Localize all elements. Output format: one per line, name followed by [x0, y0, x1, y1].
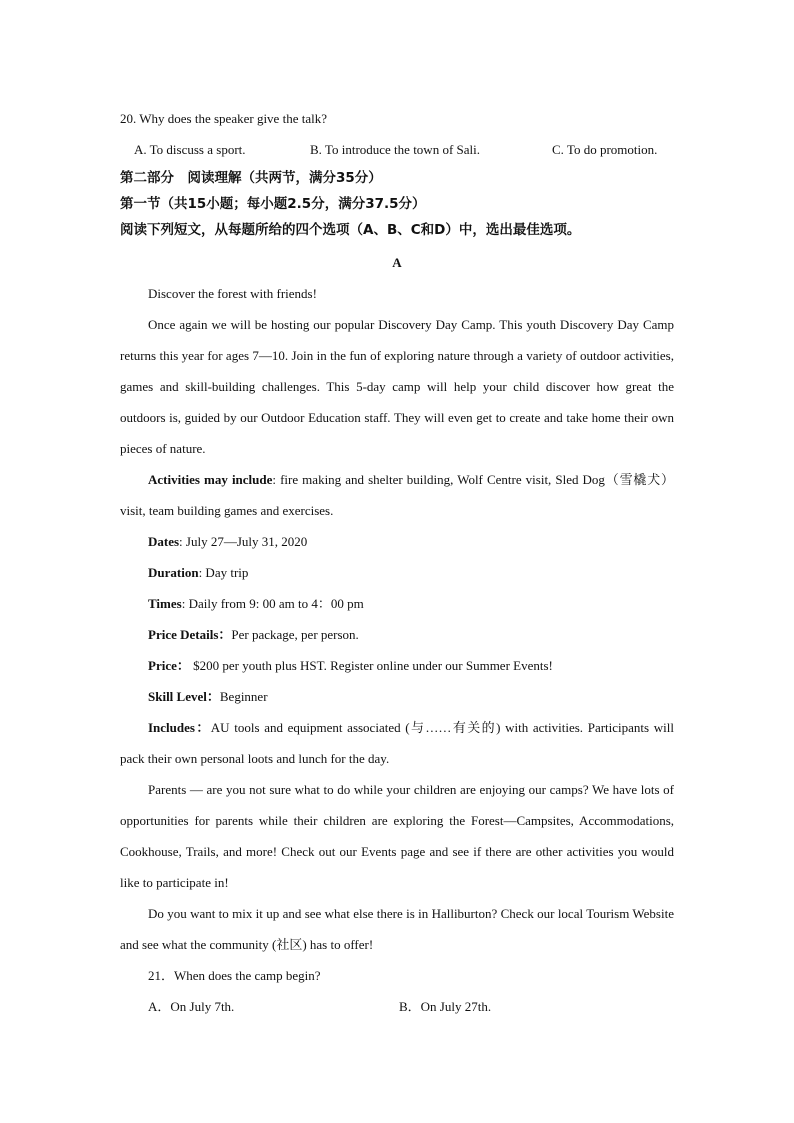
detail-dates — [120, 526, 674, 557]
detail-duration — [120, 557, 674, 588]
question-20-options — [120, 134, 674, 165]
activities-text: : fire making and shelter building, Wolf Centre visit, Sled Dog（雪橇犬） visit, team building games and exercises. — [120, 472, 675, 518]
detail-skill-level — [120, 681, 674, 712]
detail-label: Price： — [148, 658, 190, 673]
page-content — [120, 103, 674, 1022]
question-21-options — [120, 991, 674, 1022]
detail-label: Duration — [148, 565, 199, 580]
question-21: 21．When does the camp begin? — [148, 968, 321, 983]
q20-option-c: C. To do promotion. — [552, 142, 658, 157]
q20-option-a: A. To discuss a sport. — [134, 142, 246, 157]
detail-label: Times — [148, 596, 182, 611]
section-title: 第一节（共15小题；每小题2.5分，满分37.5分） — [120, 196, 426, 212]
includes-label: Includes： — [148, 720, 211, 735]
detail-label: Dates — [148, 534, 180, 549]
passage-letter: A — [392, 255, 402, 270]
detail-value: : Day trip — [198, 565, 249, 580]
q21-option-a: A．On July 7th. — [148, 999, 235, 1014]
detail-value: Per package, per person. — [231, 627, 359, 642]
detail-price-details — [120, 619, 674, 650]
detail-value: : July 27—July 31, 2020 — [179, 534, 308, 549]
part-title: 第二部分 阅读理解（共两节，满分35分） — [120, 170, 382, 186]
activities-label: Activities may include — [148, 472, 273, 487]
activities-paragraph — [120, 464, 674, 526]
question-20: 20. Why does the speaker give the talk? — [120, 111, 327, 126]
detail-value: $200 per youth plus HST. Register online under our Summer Events! — [189, 658, 553, 673]
detail-label: Skill Level： — [148, 689, 220, 704]
detail-value: : Daily from 9: 00 am to 4：00 pm — [181, 596, 364, 611]
detail-value: Beginner — [219, 689, 268, 704]
detail-price — [120, 650, 674, 681]
q21-option-b: B．On July 27th. — [399, 999, 492, 1014]
includes-text: AU tools and equipment associated (与……有关的) with activities. Participants will pack their own personal loots and lunch for the day. — [120, 720, 674, 766]
q20-option-b: B. To introduce the town of Sali. — [310, 142, 480, 157]
detail-times — [120, 588, 674, 619]
instruction: 阅读下列短文，从每题所给的四个选项（A、B、C和D）中，选出最佳选项。 — [120, 222, 581, 238]
passage-intro: Once again we will be hosting our popular Discovery Day Camp. This youth Discovery Day Camp returns this year for ages 7—10. Join in the fun of exploring nature through a variety of outdoor activities, games and skill-building challenges. This 5-day camp will help your child discover how great the outdoors is, guided by our Outdoor Education staff. They will even get to create and take home their own pieces of nature. — [120, 317, 674, 456]
includes-paragraph — [120, 712, 674, 774]
parents-paragraph: Parents — are you not sure what to do while your children are enjoying our camps? We have lots of opportunities for parents while their children are exploring the Forest—Campsites, Accommodations, Cookhouse, Trails, and more! Check out our Events page and see if there are other activities you would like to participate in! — [120, 782, 674, 890]
detail-label: Price Details： — [148, 627, 232, 642]
passage-headline: Discover the forest with friends! — [148, 286, 317, 301]
halliburton-paragraph: Do you want to mix it up and see what else there is in Halliburton? Check our local Tourism Website and see what the community (社区) has to offer! — [120, 906, 674, 952]
